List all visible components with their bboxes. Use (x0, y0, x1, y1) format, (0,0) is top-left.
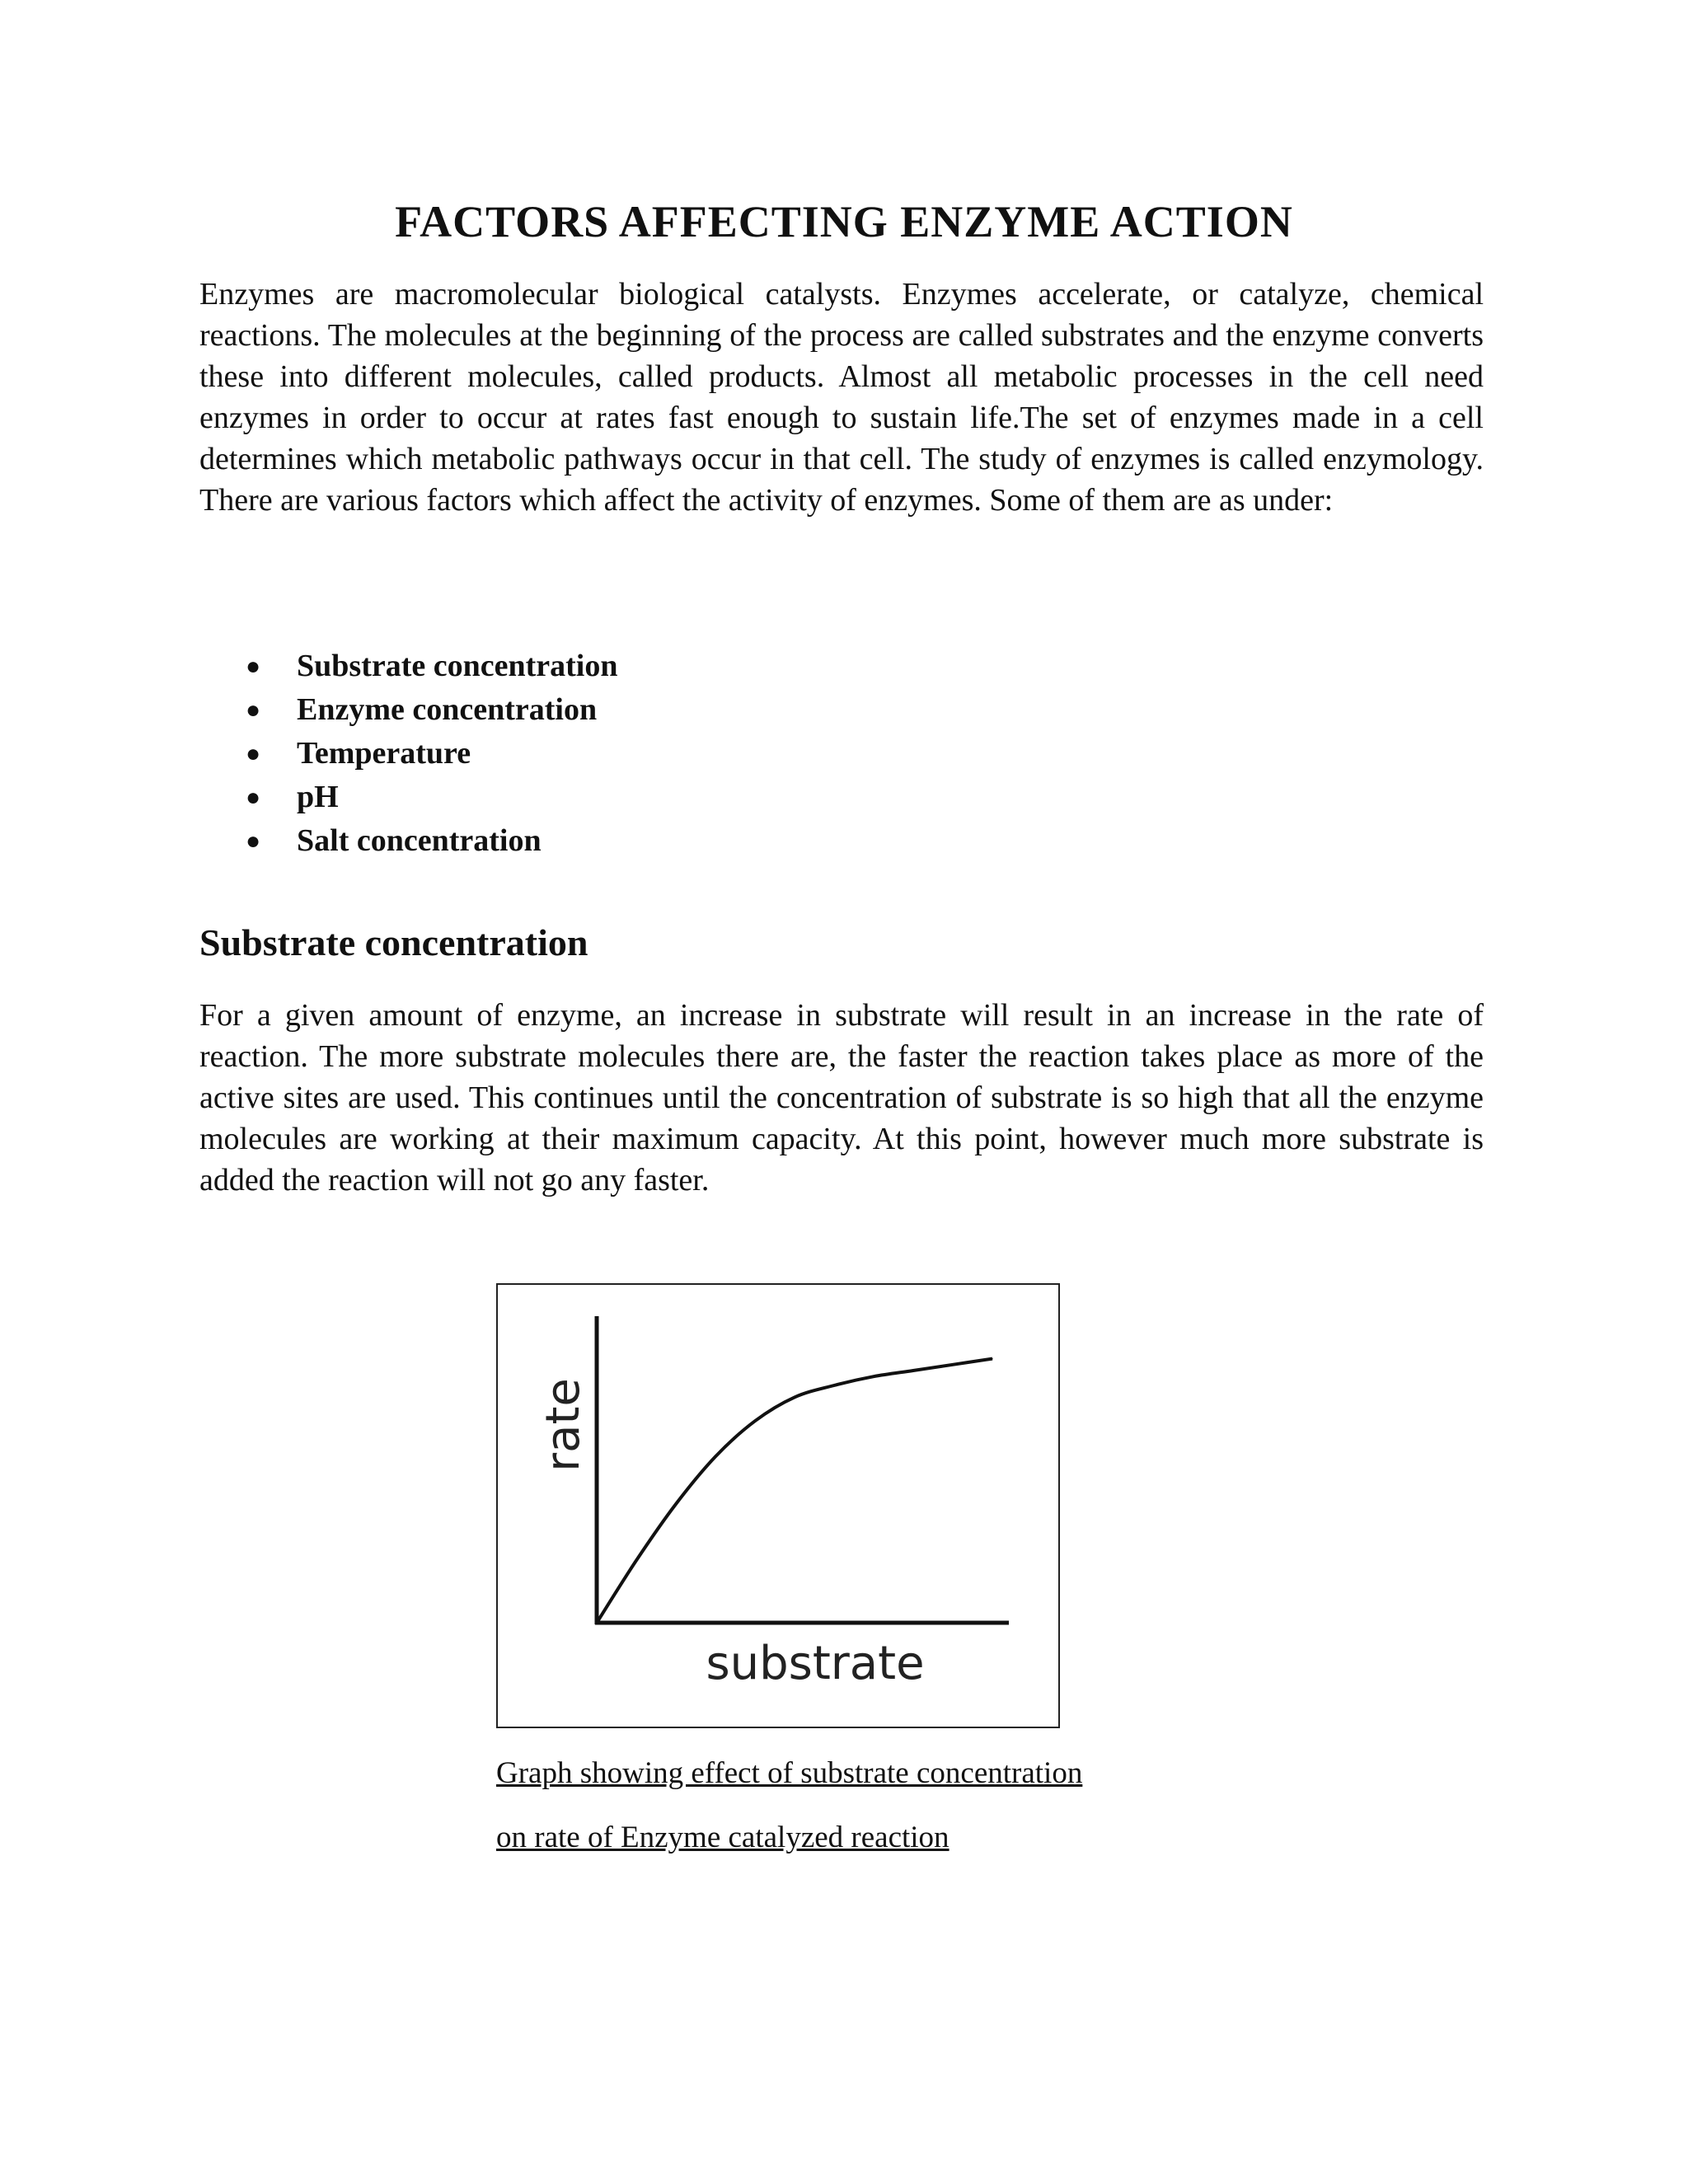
document-title: FACTORS AFFECTING ENZYME ACTION (395, 197, 1293, 246)
factor-label: Salt concentration (297, 823, 542, 858)
figure-caption-line-1: Graph showing effect of substrate concentration (496, 1756, 1083, 1790)
list-item (199, 732, 617, 776)
section-paragraph: For a given amount of enzyme, an increase in substrate will result in an increase in the rate of reaction. The more substrate molecules there are, the faster the reaction takes place as more of the active sites are used. This continues until the concentration of substrate is so high that all the enzyme molecules are working at their maximum capacity. At this point, however much more substrate is added the reaction will not go any faster. (199, 998, 1484, 1197)
data-point (635, 1560, 636, 1561)
data-point (952, 1364, 953, 1365)
bullet-icon: ● (246, 827, 261, 855)
graph-figure (496, 1283, 1060, 1728)
list-item (199, 688, 617, 732)
factors-list (199, 644, 617, 863)
y-axis-label: rate (537, 1378, 590, 1472)
data-point (596, 1622, 597, 1623)
data-point (794, 1397, 795, 1398)
data-point (912, 1370, 913, 1371)
bullet-icon: ● (246, 740, 261, 767)
factor-label: Temperature (297, 736, 471, 771)
list-item (199, 819, 617, 863)
factor-label: pH (297, 780, 339, 814)
factor-label: Enzyme concentration (297, 692, 598, 727)
rate-substrate-chart (498, 1285, 1058, 1727)
list-item (199, 644, 617, 688)
data-series-line (597, 1359, 992, 1623)
bullet-icon: ● (246, 653, 261, 680)
x-axis-label: substrate (706, 1637, 925, 1690)
figure-caption-line-2: on rate of Enzyme catalyzed reaction (496, 1821, 950, 1854)
data-point (873, 1376, 874, 1377)
section-heading: Substrate concentration (199, 921, 588, 963)
factor-label: Substrate concentration (297, 649, 618, 683)
bullet-icon: ● (246, 696, 261, 724)
list-item (199, 776, 617, 819)
data-point (754, 1421, 755, 1422)
bullet-icon: ● (246, 784, 261, 811)
data-point (675, 1503, 676, 1504)
intro-paragraph: Enzymes are macromolecular biological catalysts. Enzymes accelerate, or catalyze, chemical reactions. The molecules at the beginning of the process are called substrates and the enzyme converts these into different molecules, called products. Almost all metabolic processes in the cell need enzymes in order to occur at rates fast enough to sustain life.The set of enzymes made in a cell determines which metabolic pathways occur in that cell. The study of enzymes is called enzymology. There are various factors which affect the activity of enzymes. Some of them are as under: (199, 277, 1484, 518)
